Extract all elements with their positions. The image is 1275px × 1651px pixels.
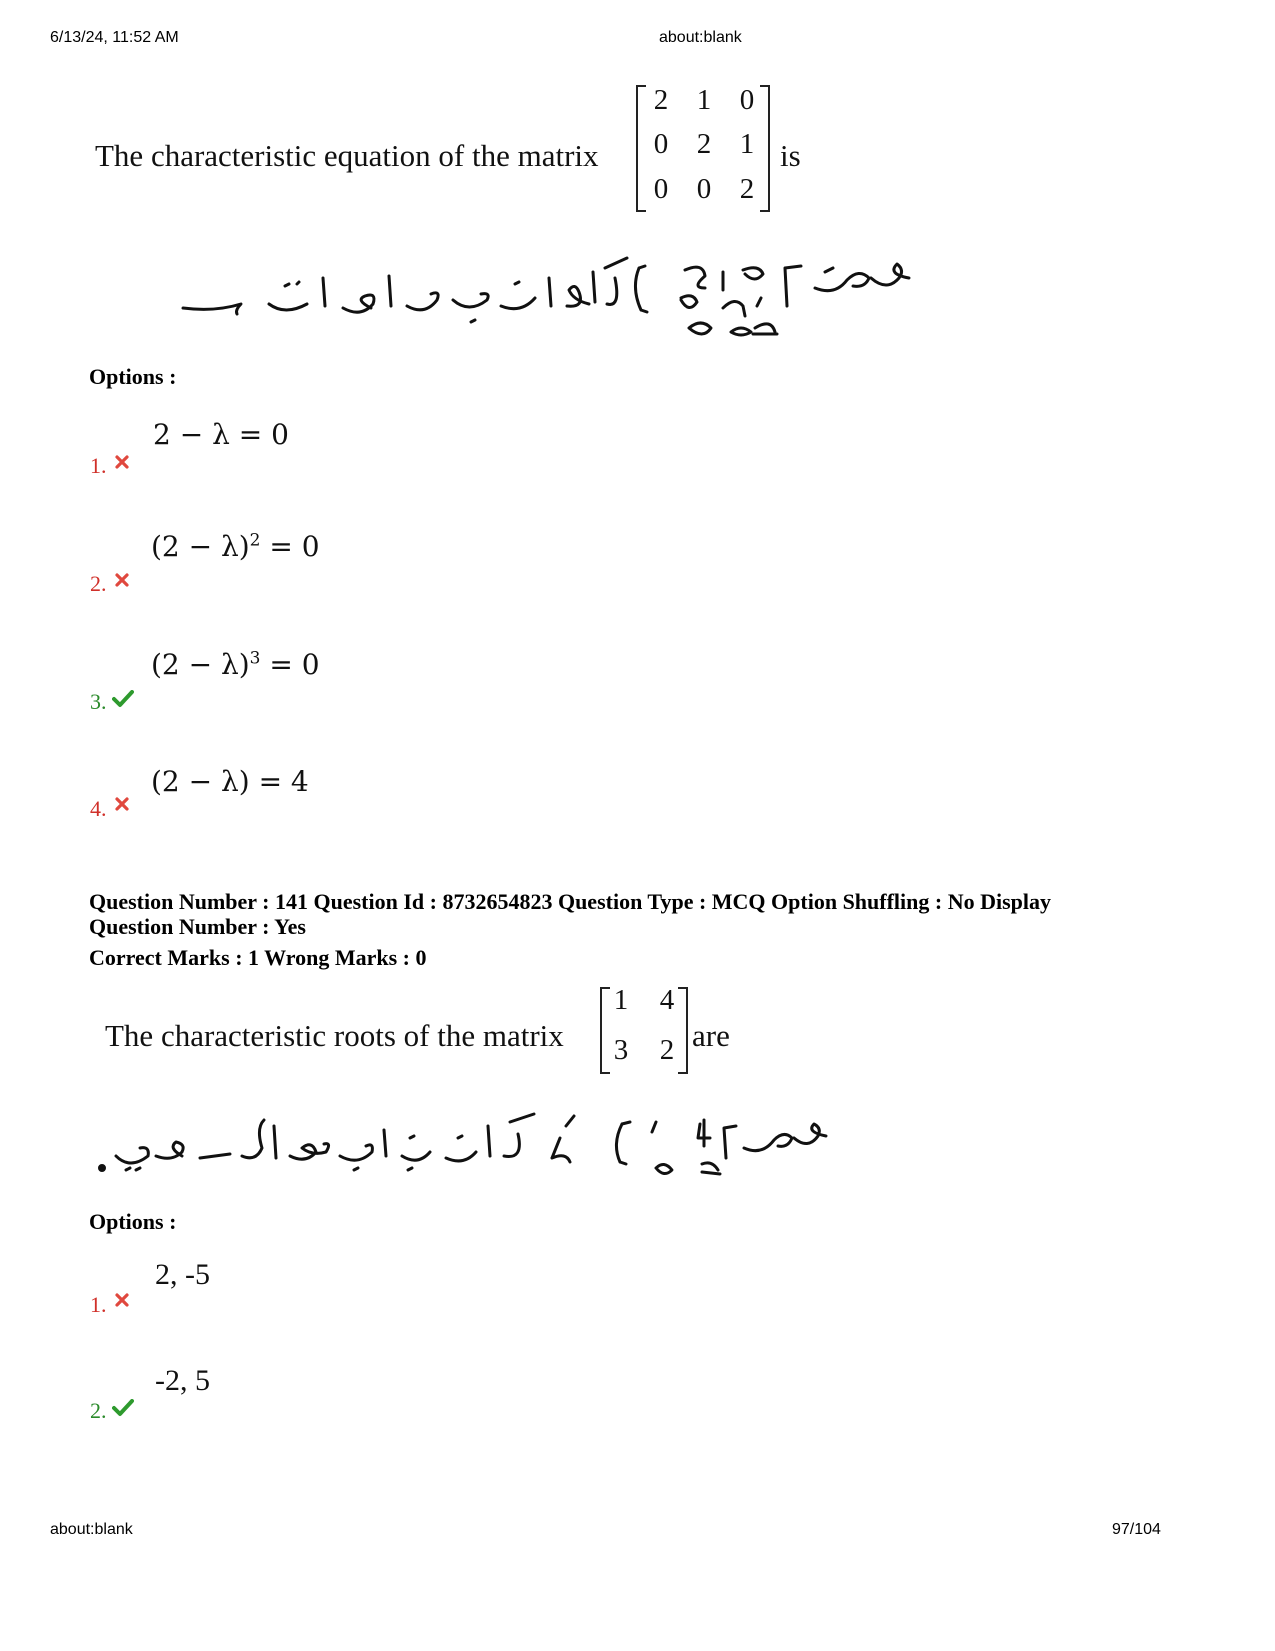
option-number: 1.: [90, 453, 107, 478]
option-formula: 2 − λ = 0: [153, 418, 289, 451]
question-meta-line: Question Number : 141 Question Id : 8732654823 Question Type : MCQ Option Shuffling : No Display: [89, 889, 1052, 914]
correct-check-icon: [112, 1399, 134, 1417]
option-value: 2, -5: [155, 1258, 210, 1291]
matrix-2x2: [606, 982, 686, 1077]
formula-rest: = 0: [260, 530, 320, 563]
stem-text: The characteristic roots of the matrix: [105, 1018, 564, 1053]
options-label: Options :: [89, 1209, 177, 1234]
matrix-cell: 1: [696, 84, 712, 116]
matrix-3x3: [646, 80, 766, 215]
print-url: about:blank: [659, 29, 742, 46]
matrix-cell: 3: [613, 1034, 629, 1066]
formula-base: (2 − λ): [151, 530, 250, 563]
matrix-right-bracket: [678, 987, 688, 1074]
page-number: 97/104: [1112, 1521, 1161, 1538]
stem-suffix: is: [780, 138, 801, 173]
matrix-cell: 0: [653, 128, 669, 160]
option-formula: [151, 648, 320, 681]
wrong-cross-icon: [115, 1293, 129, 1307]
urdu-handwriting-image: [175, 248, 920, 340]
formula-base: (2 − λ): [151, 648, 250, 681]
wrong-cross-icon: [115, 455, 129, 469]
marks-line: Correct Marks : 1 Wrong Marks : 0: [89, 945, 427, 970]
option-value: -2, 5: [155, 1364, 210, 1397]
matrix-cell: 1: [739, 128, 755, 160]
stem-text: The characteristic equation of the matrix: [95, 138, 599, 173]
question-meta-line: Question Number : Yes: [89, 914, 306, 939]
matrix-cell: 2: [696, 128, 712, 160]
formula-exponent: 3: [249, 648, 261, 669]
formula-rest: = 0: [260, 648, 320, 681]
option-formula: [151, 530, 320, 563]
matrix-cell: 1: [613, 984, 629, 1016]
matrix-right-bracket: [760, 85, 770, 212]
matrix-cell: 2: [653, 84, 669, 116]
correct-check-icon: [112, 690, 134, 708]
matrix-cell: 0: [696, 173, 712, 205]
option-number: 3.: [90, 689, 107, 714]
print-datetime: 6/13/24, 11:52 AM: [50, 29, 179, 46]
options-label: Options :: [89, 364, 177, 389]
option-number: 4.: [90, 796, 107, 821]
question-140-stem: [90, 80, 830, 220]
formula-exponent: 2: [249, 530, 261, 551]
matrix-cell: 4: [659, 984, 675, 1016]
stem-suffix: are: [692, 1018, 730, 1053]
wrong-cross-icon: [115, 573, 129, 587]
option-number: 1.: [90, 1292, 107, 1317]
matrix-cell: 2: [739, 173, 755, 205]
matrix-cell: 0: [653, 173, 669, 205]
footer-url: about:blank: [50, 1521, 133, 1538]
option-number: 2.: [90, 571, 107, 596]
question-141-stem: [100, 982, 760, 1082]
urdu-handwriting-image: [90, 1108, 830, 1184]
wrong-cross-icon: [115, 797, 129, 811]
option-formula: (2 − λ) = 4: [151, 765, 309, 798]
matrix-cell: 2: [659, 1034, 675, 1066]
option-number: 2.: [90, 1398, 107, 1423]
matrix-left-bracket: [636, 85, 646, 212]
matrix-cell: 0: [739, 84, 755, 116]
